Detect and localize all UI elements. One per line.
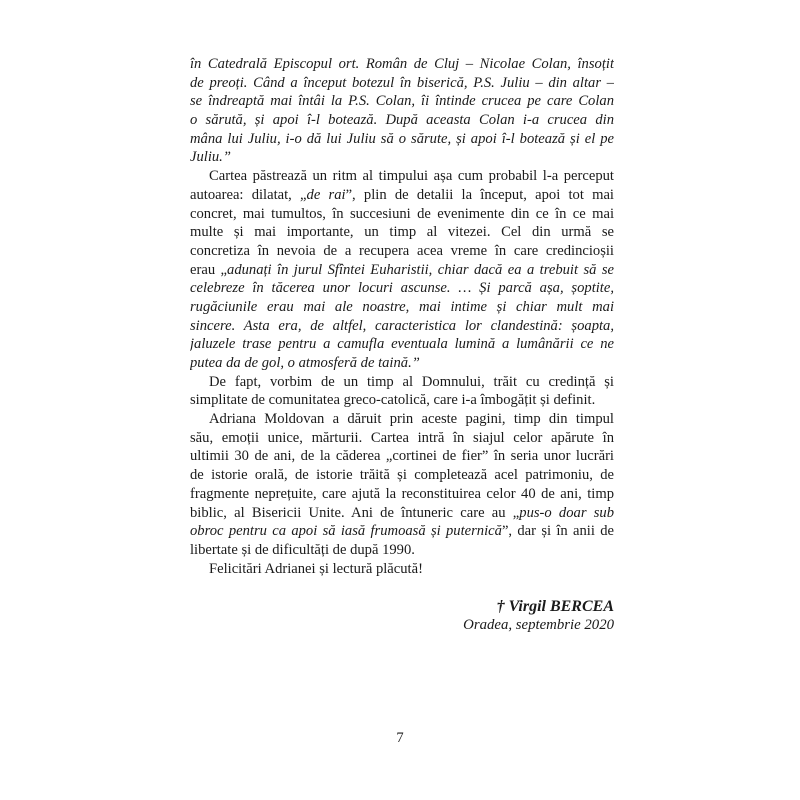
body-text: multe și mai importante, un timp al vitezei. Cel din urmă se (190, 224, 614, 241)
body-text: biblic, al Bisericii Unite. Ani de întuneric care au „ (190, 504, 520, 521)
text-line (190, 148, 614, 167)
text-line (190, 186, 614, 205)
text-line (190, 429, 614, 448)
text-line (190, 391, 614, 410)
paragraph (190, 167, 614, 373)
text-line (190, 466, 614, 485)
italic-text: mâna lui Juliu, i-o dă lui Juliu să o sărute, și apoi î-l botează și el pe (190, 130, 614, 147)
text-line (190, 541, 614, 560)
text-line (190, 242, 614, 261)
body-text: De fapt, vorbim de un timp al Domnului, trăit cu credință și (209, 373, 614, 390)
text-line (190, 485, 614, 504)
body-text: Adriana Moldovan a dăruit prin aceste pagini, timp din timpul (209, 411, 614, 428)
body-text: autoarea: dilatat, „ (190, 186, 307, 203)
text-line (190, 298, 614, 317)
page-number: 7 (396, 730, 404, 746)
italic-text: de rai (306, 186, 346, 203)
body-text: Felicitări Adrianei și lectură plăcută! (209, 560, 423, 577)
body-text: ultimii 30 de ani, de la căderea „cortinei de fier” în seria unor lucrări (190, 448, 614, 465)
text-line (190, 447, 614, 466)
text-line (190, 560, 614, 579)
body-text: libertate și de dificultăți de după 1990. (190, 541, 415, 558)
paragraph (190, 560, 614, 579)
italic-text: sincere. Asta era, de altfel, caracteristica lor clandestină: șoapta, (190, 317, 614, 334)
italic-text: rugăciunile erau mai ale noastre, mai intime și chiar mult mai (190, 298, 614, 315)
text-line (190, 92, 614, 111)
text-line (190, 354, 614, 373)
body-text: concretiza în nevoia de a recupera acea vreme în care credincioșii (190, 242, 614, 259)
italic-text: Juliu.” (190, 149, 231, 166)
text-line (190, 111, 614, 130)
italic-text: o sărută, și apoi î-l botează. După aceasta Colan i-a crucea din (190, 112, 614, 129)
italic-text: pus-o doar sub (519, 504, 614, 521)
text-line (190, 522, 614, 541)
body-text: său, emoții unice, mărturii. Cartea intră în siajul celor apărute în (190, 429, 614, 446)
text-line (190, 410, 614, 429)
text-line (190, 373, 614, 392)
body-text: erau „ (190, 261, 228, 278)
body-text: ”, dar și în anii de (501, 523, 614, 540)
paragraph (190, 373, 614, 410)
paragraph (190, 55, 614, 167)
text-line (190, 261, 614, 280)
signature-block (190, 597, 614, 635)
text-block (190, 55, 614, 635)
text-line (190, 167, 614, 186)
italic-text: se îndreaptă mai întâi la P.S. Colan, îi întinde crucea pe care Colan (190, 93, 614, 110)
italic-text: de preoți. Când a început botezul în biserică, P.S. Juliu – din altar – (190, 74, 614, 91)
signature-name: † Virgil BERCEA (496, 598, 614, 616)
body-text: de istorie orală, de istorie trăită și completează acel patrimoniu, de (190, 467, 614, 484)
paragraph (190, 410, 614, 560)
body-text: fragmente neprețuite, care ajută la reconstituirea celor 40 de ani, timp (190, 485, 614, 502)
signature-place-date: Oradea, septembrie 2020 (463, 617, 614, 634)
italic-text: obroc pentru ca apoi să iasă frumoasă și puternică (190, 523, 502, 540)
body-text: concret, mai tumultos, în succesiuni de evenimente din ce în ce mai (190, 205, 614, 222)
text-line (190, 55, 614, 74)
text-line (190, 317, 614, 336)
body-text: ”, plin de detalii la început, apoi tot mai (345, 186, 614, 203)
text-line (190, 74, 614, 93)
text-line (190, 223, 614, 242)
italic-text: putea da de gol, o atmosferă de taină.” (190, 355, 420, 371)
text-line (190, 504, 614, 523)
italic-text: în Catedrală Episcopul ort. Român de Cluj – Nicolae Colan, însoțit (190, 56, 614, 72)
italic-text: adunați în jurul Sfîntei Euharistii, chiar dacă ea a trebuit să se (227, 261, 614, 278)
body-text: simplitate de comunitatea greco-catolică, care i-a îmbogățit și definit. (190, 392, 596, 409)
text-line (190, 205, 614, 224)
text-line (190, 130, 614, 149)
page-text (190, 55, 614, 578)
italic-text: jaluzele trase pentru a camufla eventuala lumină a lumânării ce ne (190, 336, 614, 353)
text-line (190, 279, 614, 298)
italic-text: celebreze în tăcerea unor locuri ascunse. … Și parcă așa, șoptite, (190, 280, 614, 297)
text-line (190, 335, 614, 354)
body-text: Cartea păstrează un ritm al timpului așa cum probabil l-a perceput (209, 168, 614, 185)
